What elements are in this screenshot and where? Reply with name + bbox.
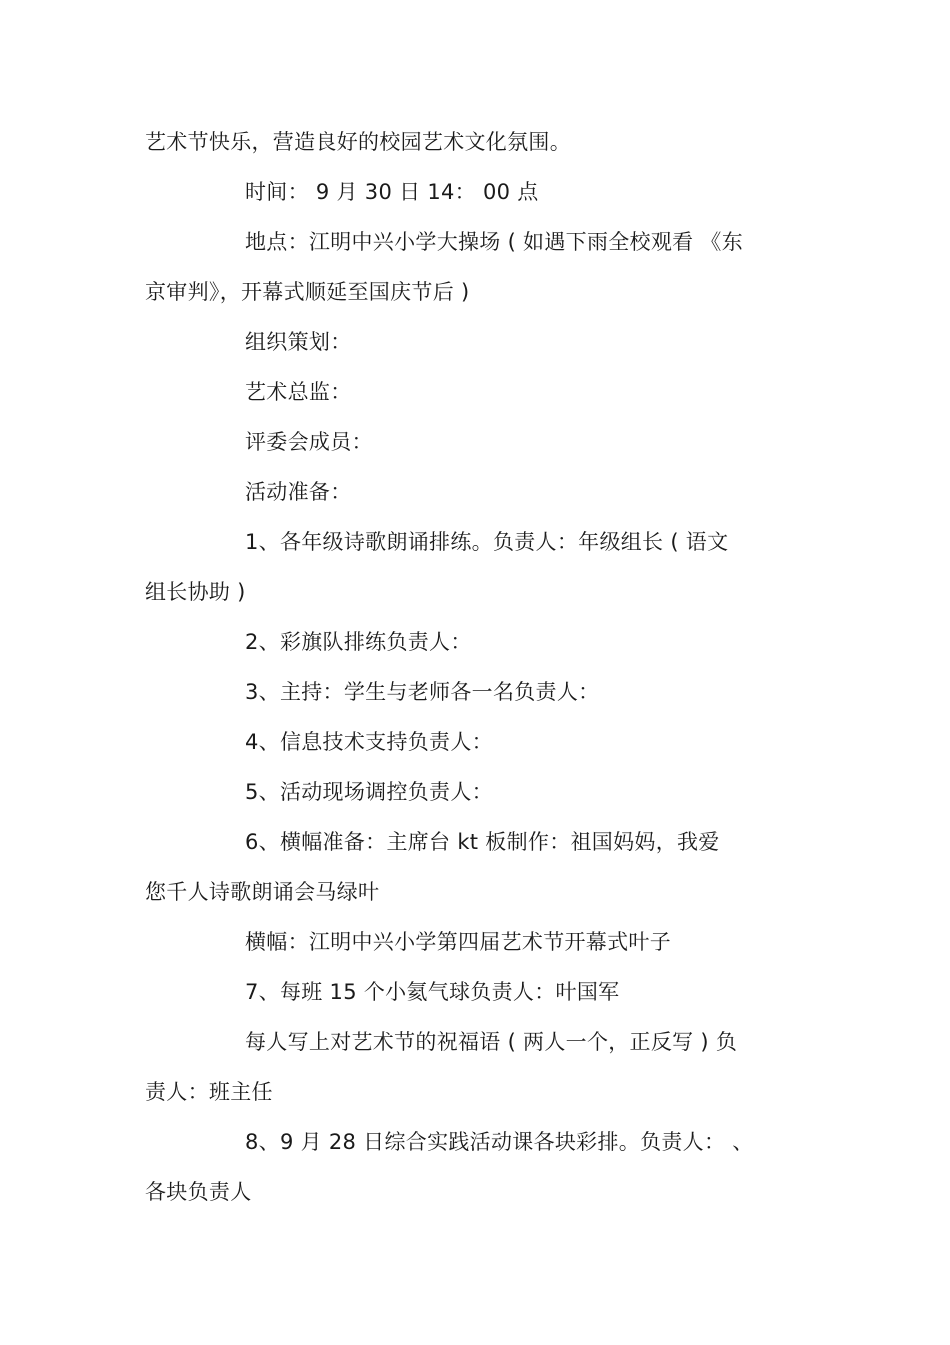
text-line-organizer: 组织策划：: [245, 330, 352, 354]
text-line-item-8: 8、9 月 28 日综合实践活动课各块彩排。负责人： 、: [245, 1130, 754, 1154]
text-line-item-1: 1、各年级诗歌朗诵排练。负责人：年级组长 ( 语文: [245, 530, 729, 554]
text-line-judges: 评委会成员：: [245, 430, 373, 454]
text-line-preparation: 活动准备：: [245, 480, 352, 504]
text-line-banner: 横幅：江明中兴小学第四届艺术节开幕式叶子: [245, 930, 671, 954]
text-line-art-director: 艺术总监：: [245, 380, 352, 404]
text-line-blessing: 每人写上对艺术节的祝福语 ( 两人一个，正反写 ) 负: [245, 1030, 738, 1054]
text-line-item-6: 6、横幅准备：主席台 kt 板制作：祖国妈妈，我爱: [245, 830, 720, 854]
text-line-location: 地点：江明中兴小学大操场 ( 如遇下雨全校观看 《东: [245, 230, 744, 254]
text-line-item-2: 2、彩旗队排练负责人：: [245, 630, 472, 654]
text-line-location-cont: 京审判》，开幕式顺延至国庆节后 ): [145, 280, 470, 304]
text-line-item-4: 4、信息技术支持负责人：: [245, 730, 493, 754]
text-line-item-7: 7、每班 15 个小氦气球负责人：叶国军: [245, 980, 620, 1004]
text-line-item-8-cont: 各块负责人: [145, 1180, 252, 1204]
text-line-blessing-cont: 责人：班主任: [145, 1080, 273, 1104]
text-line-item-5: 5、活动现场调控负责人：: [245, 780, 493, 804]
text-line-item-1-cont: 组长协助 ): [145, 580, 246, 604]
text-line-item-3: 3、主持：学生与老师各一名负责人：: [245, 680, 600, 704]
text-line-intro-end: 艺术节快乐，营造良好的校园艺术文化氛围。: [145, 130, 571, 154]
text-line-item-6-cont: 您千人诗歌朗诵会马绿叶: [145, 880, 380, 904]
text-line-time: 时间： 9 月 30 日 14： 00 点: [245, 180, 539, 204]
